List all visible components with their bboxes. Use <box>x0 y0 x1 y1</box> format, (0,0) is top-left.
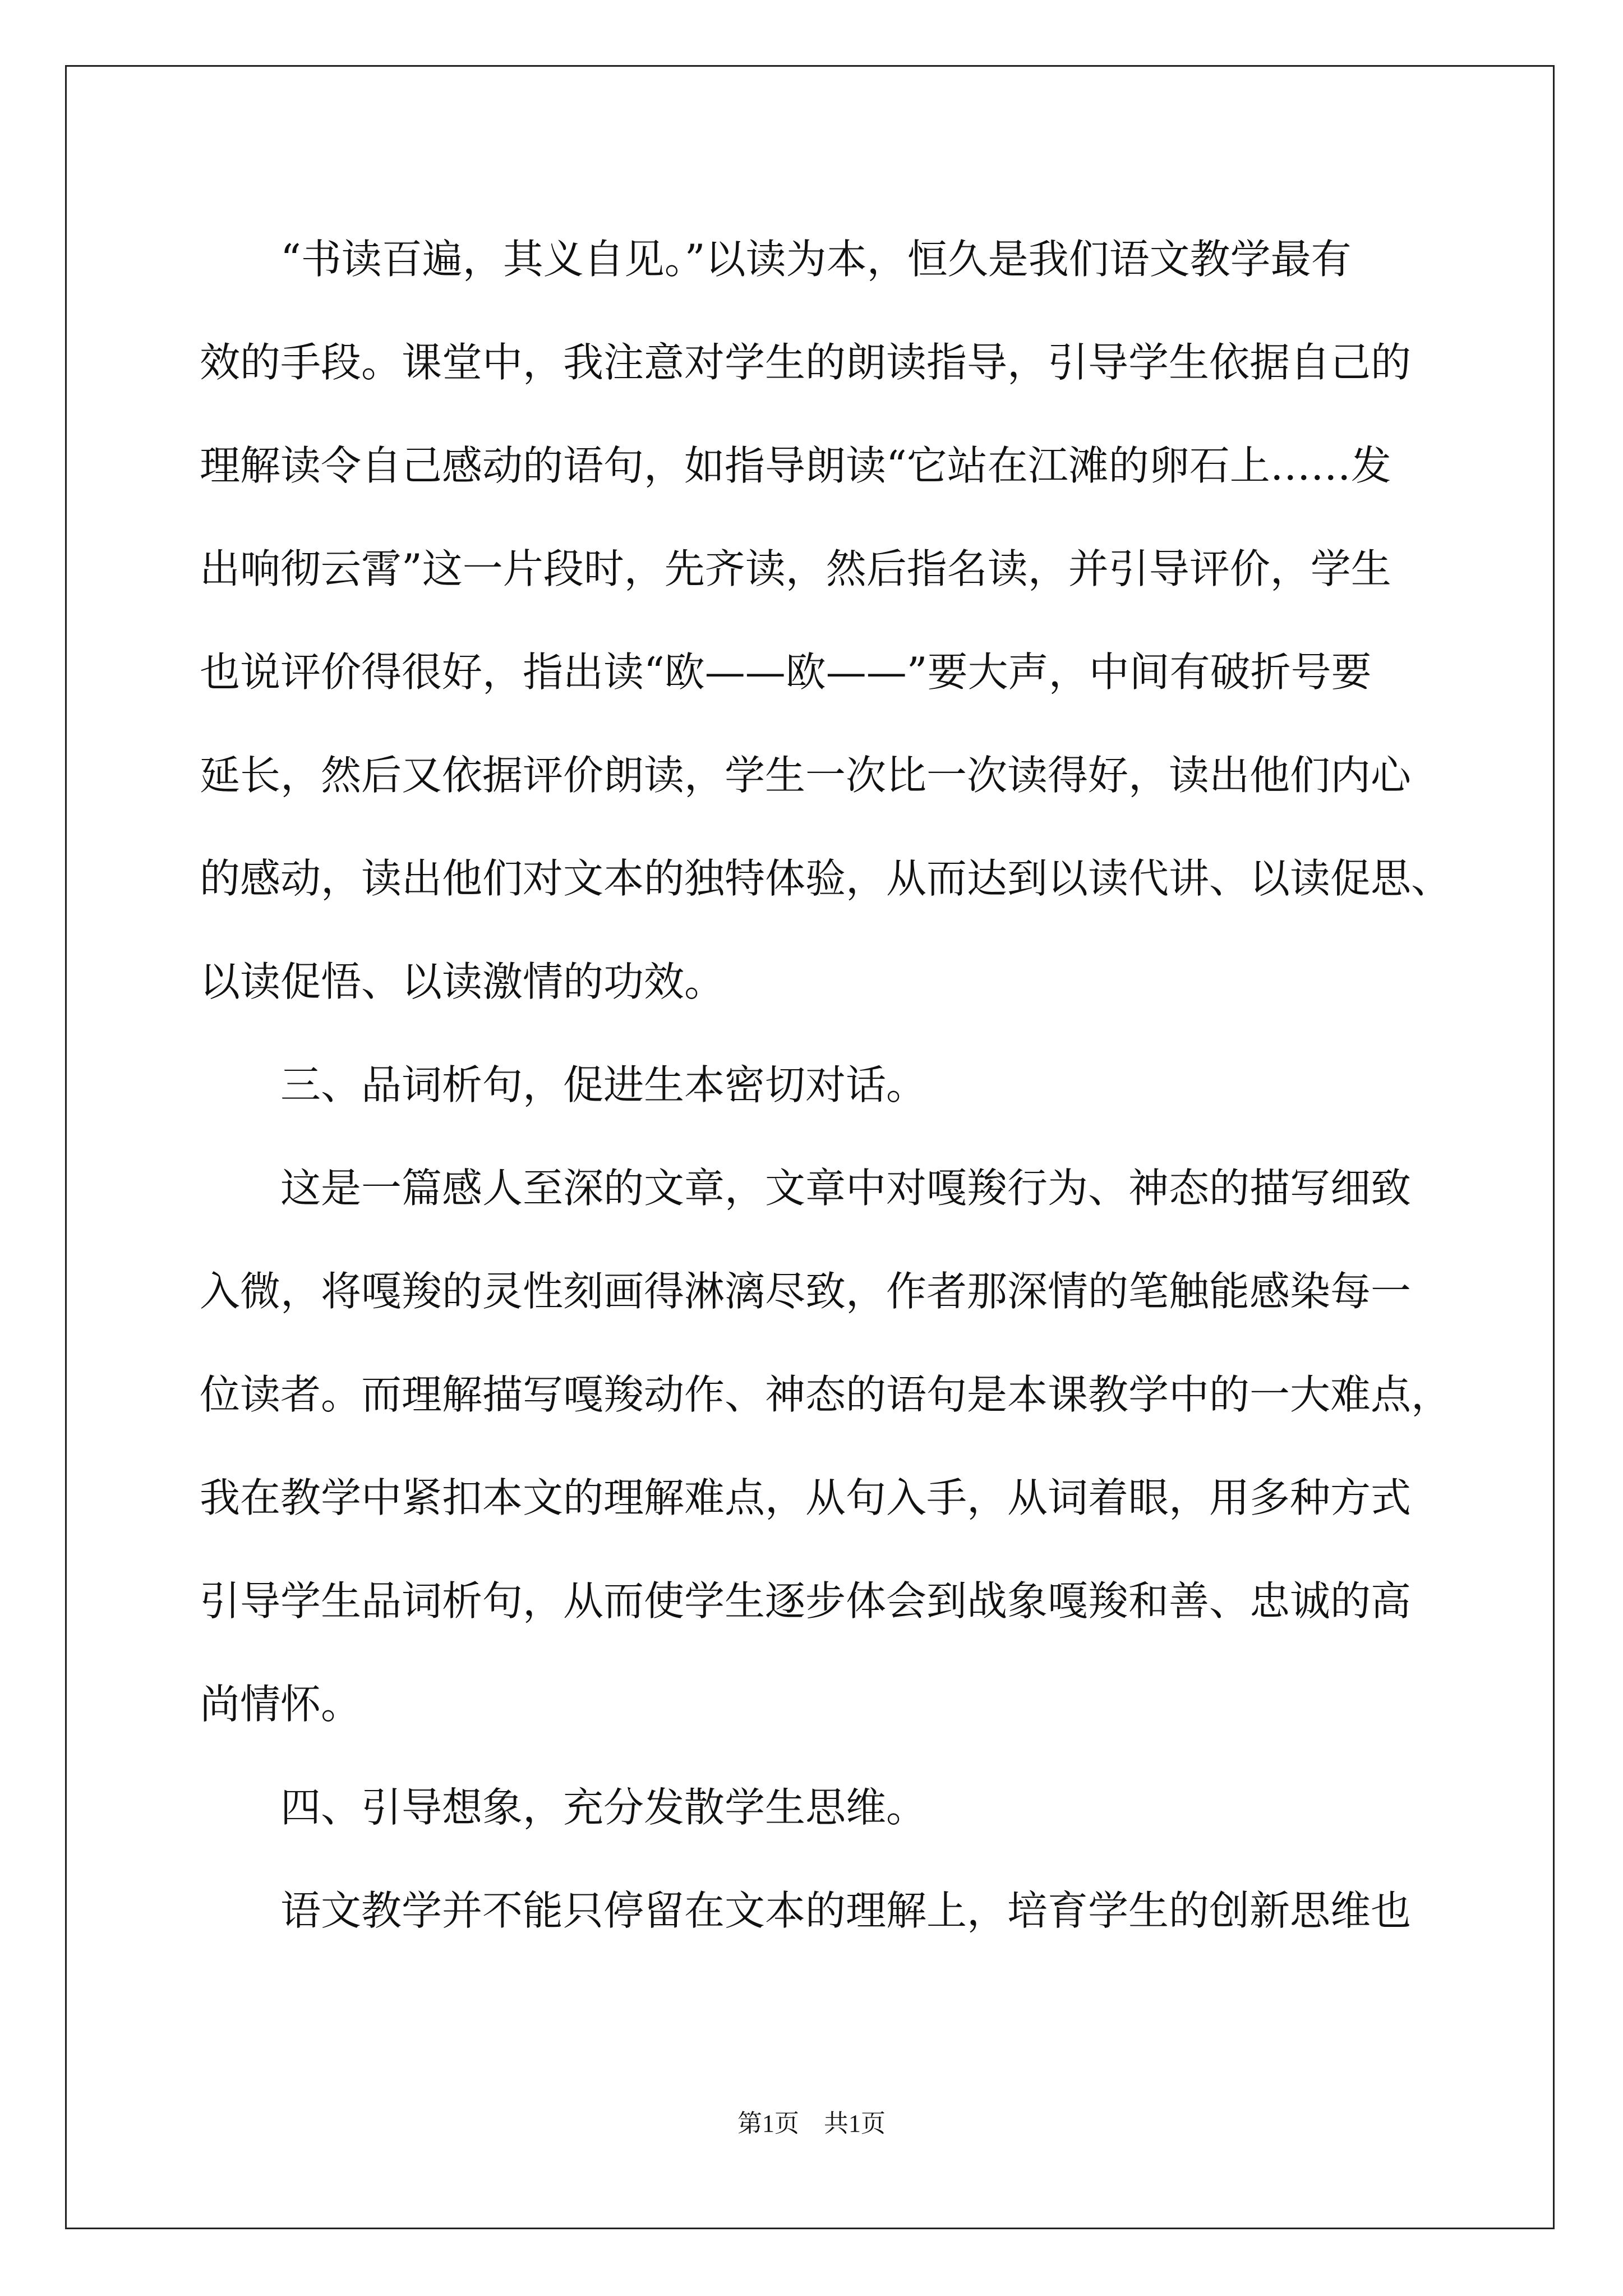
text-line: 理解读令自己感动的语句，如指导朗读“它站在江滩的卵石上……发 <box>200 442 1391 489</box>
text-line: 以读促悟、以读激情的功效。 <box>200 958 725 1005</box>
page-number-label: 第1页 共1页 <box>737 2110 886 2137</box>
text-line: “书读百遍，其义自见。”以读为本，恒久是我们语文教学最有 <box>200 236 1352 283</box>
text-line: 延长，然后又依据评价朗读，学生一次比一次读得好，读出他们内心 <box>200 752 1412 799</box>
text-line: 也说评价得很好，指出读“欧——欧——”要大声，中间有破折号要 <box>200 648 1372 696</box>
text-line: 位读者。而理解描写嘎羧动作、神态的语句是本课教学中的一大难点， <box>200 1371 1452 1418</box>
document-body <box>200 208 1450 1962</box>
section-heading: 四、引导想象，充分发散学生思维。 <box>200 1784 927 1831</box>
text-line: 这是一篇感人至深的文章，文章中对嘎羧行为、神态的描写细致 <box>200 1165 1412 1212</box>
text-line: 出响彻云霄”这一片段时，先齐读，然后指名读，并引导评价，学生 <box>200 545 1391 592</box>
text-line: 的感动，读出他们对文本的独特体验，从而达到以读代讲、以读促思、 <box>200 855 1452 902</box>
text-line: 入微，将嘎羧的灵性刻画得淋漓尽致，作者那深情的笔触能感染每一 <box>200 1268 1412 1315</box>
page-footer <box>0 2107 1623 2141</box>
section-heading: 三、品词析句，促进生本密切对话。 <box>200 1061 927 1108</box>
text-line: 尚情怀。 <box>200 1681 362 1728</box>
text-line: 引导学生品词析句，从而使学生逐步体会到战象嘎羧和善、忠诚的高 <box>200 1577 1412 1625</box>
text-line: 效的手段。课堂中，我注意对学生的朗读指导，引导学生依据自己的 <box>200 339 1412 386</box>
text-line: 语文教学并不能只停留在文本的理解上，培育学生的创新思维也 <box>200 1887 1412 1934</box>
text-line: 我在教学中紧扣本文的理解难点，从句入手，从词着眼，用多种方式 <box>200 1474 1412 1521</box>
